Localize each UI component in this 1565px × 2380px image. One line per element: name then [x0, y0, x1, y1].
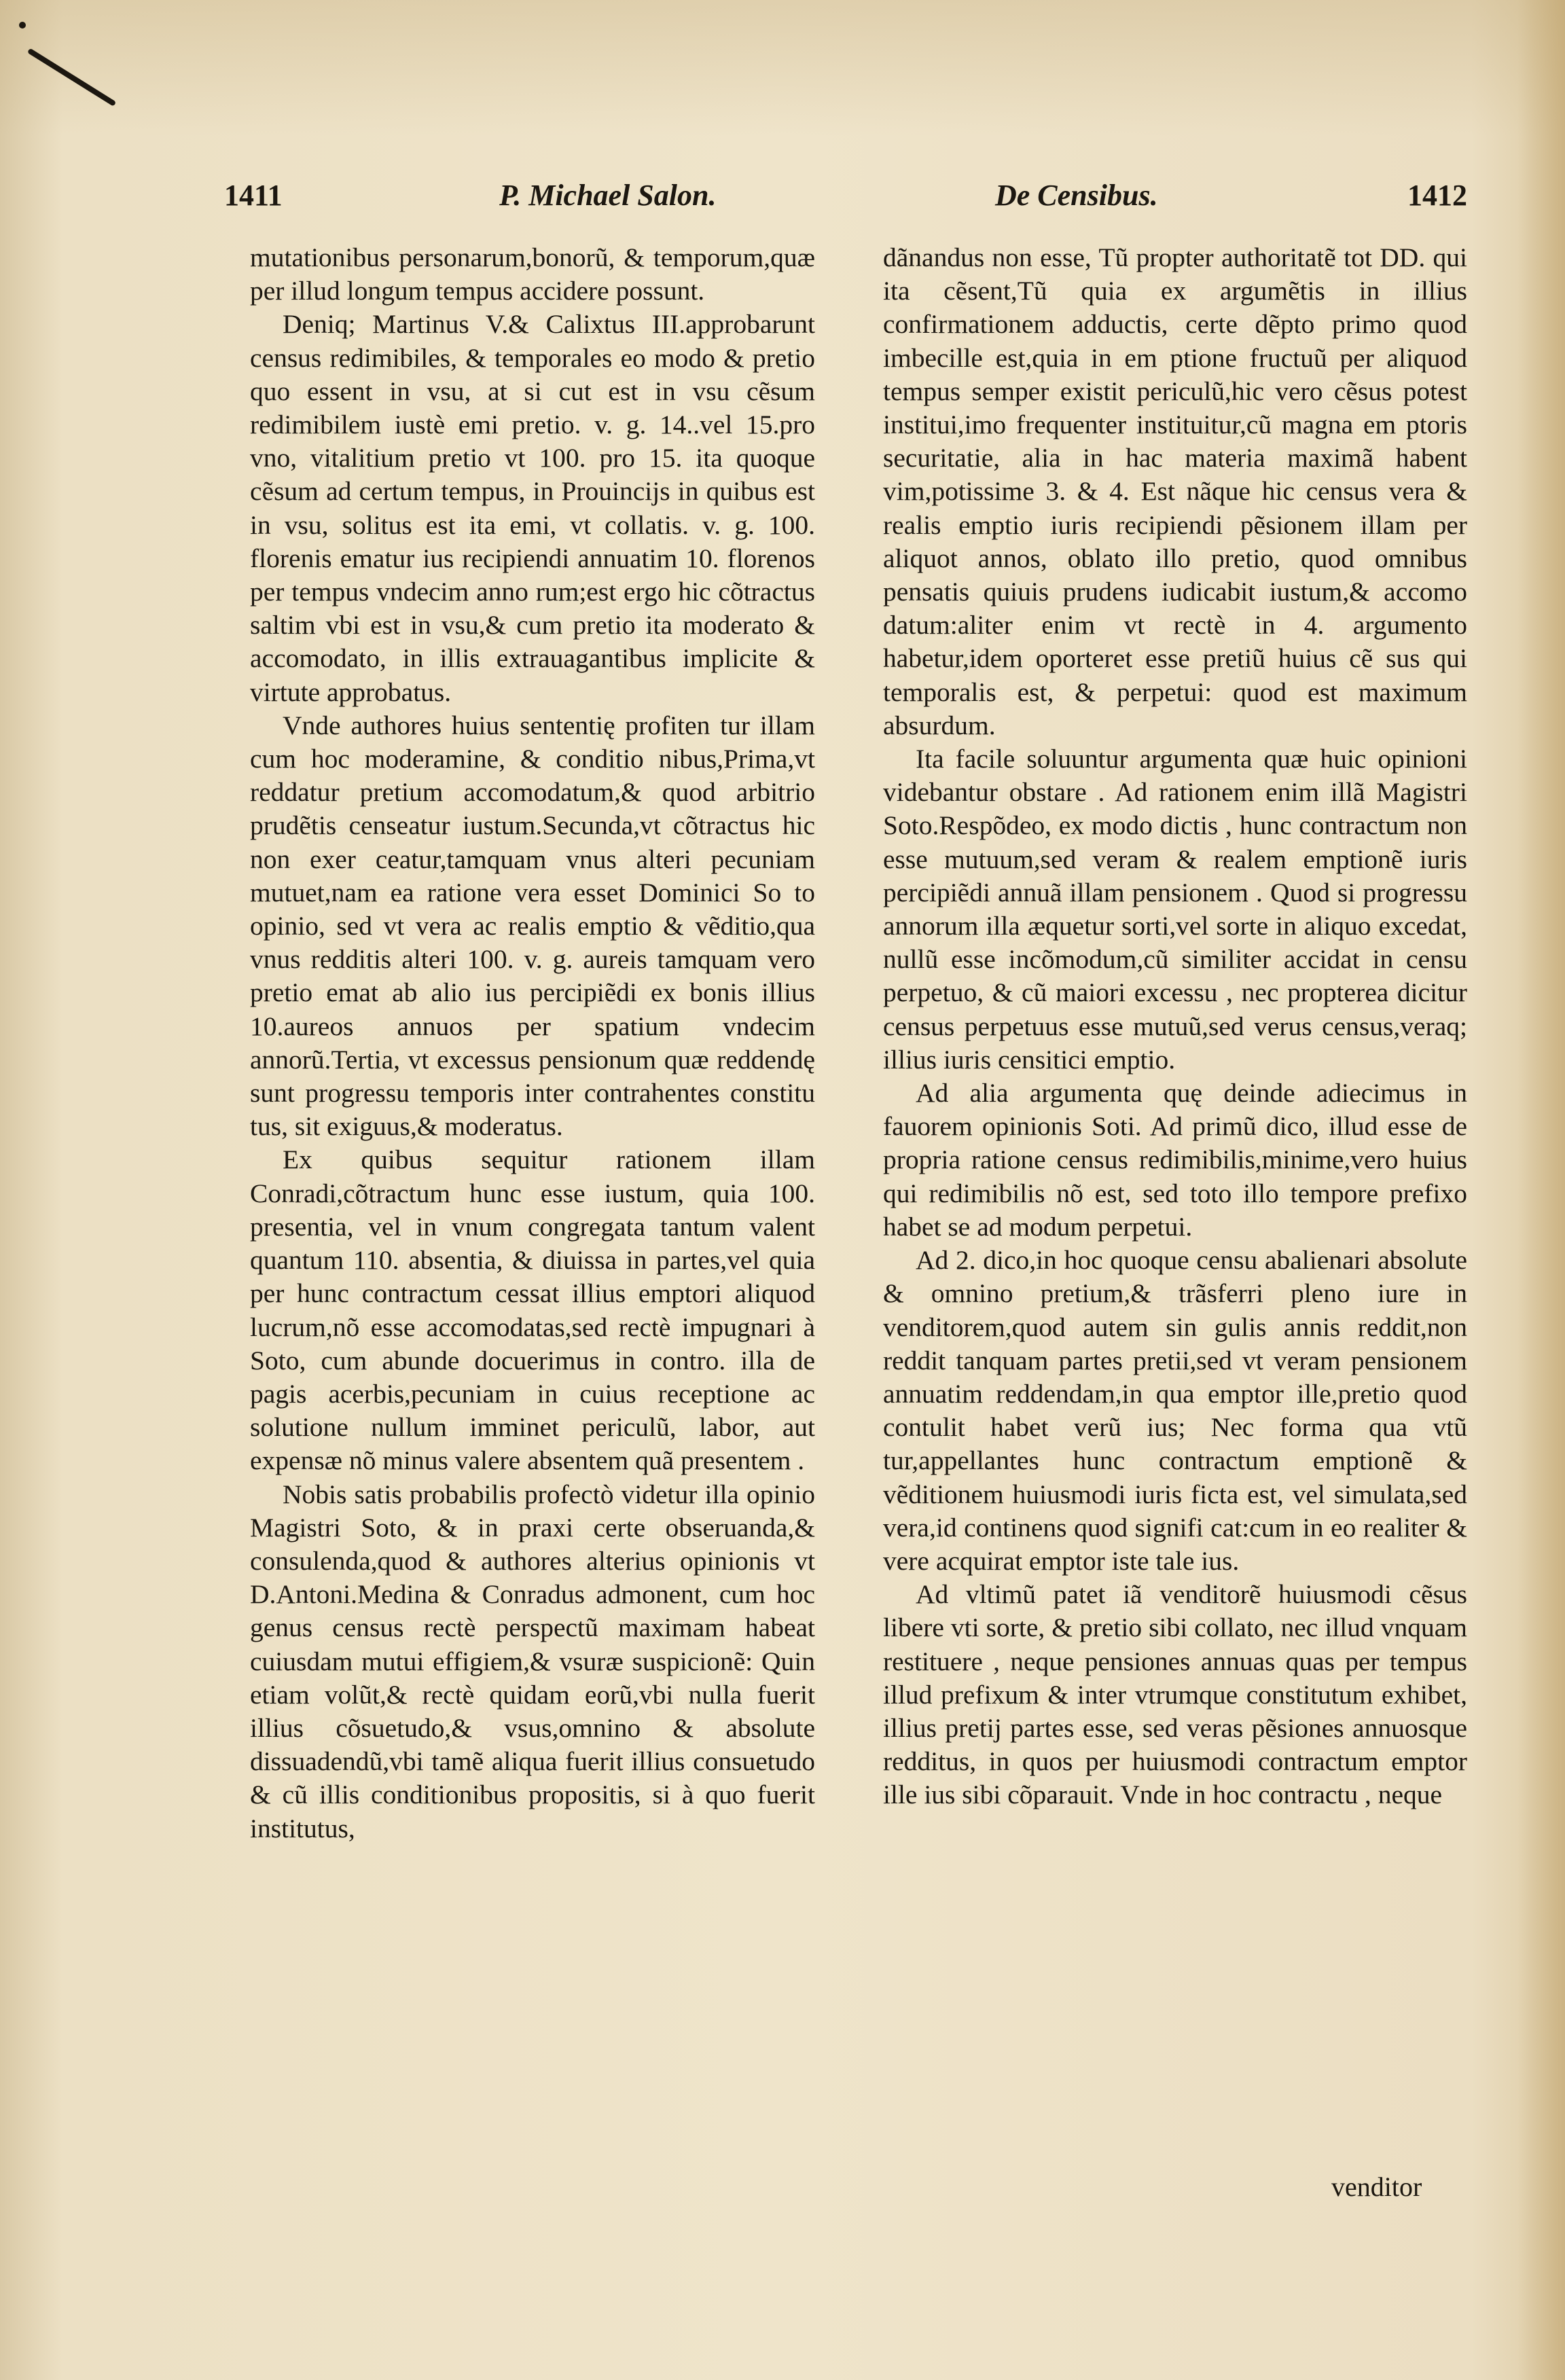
right-text-column	[883, 241, 1467, 1812]
folio-number-right: 1412	[1407, 179, 1467, 212]
catchword: venditor	[1331, 2171, 1422, 2202]
paragraph: mutationibus personarum,bonorũ, & temporum,quæ per illud longum tempus accidere possunt.	[250, 242, 815, 306]
paragraph: Ad alia argumenta quę deinde adiecimus in fauorem opinionis Soti. Ad primũ dico, illud esse de propria ratione census redimibilis,minime,vero huius qui redimibilis nõ est, sed toto illo tempore prefixo habet se ad modum perpetui.	[883, 1078, 1467, 1242]
paragraph: Ad vltimũ patet iã venditorẽ huiusmodi cẽsus libere vti sorte, & pretio sibi collato, nec illud vnquam restituere , neque pensiones annuas quas per tempus illud prefixum & inter vtrumque constitutum exhibet, illius pretij partes esse, sed veras pẽsiones annuosque redditus, in quos per huiusmodi contractum emptor ille ius sibi cõparauit. Vnde in hoc contractu , neque	[883, 1579, 1467, 1810]
paragraph: Deniq; Martinus V.& Calixtus III.approbarunt census redimibiles, & temporales eo modo & pretio quo essent in vsu, at si cut est in vsu cẽsum redimibilem iustè emi pretio. v. g. 14..vel 15.pro vno, vitalitium pretio vt 100. pro 15. ita quoque cẽsum ad certum tempus, in Prouincijs in quibus est in vsu, solitus est ita emi, vt collatis. v. g. 100. florenis ematur ius recipiendi annuatim 10. florenos per tempus vndecim anno rum;est ergo hic cõtractus saltim vbi est in vsu,& cum pretio ita moderato & accomodato, in illis extrauagantibus implicite & virtute approbatus.	[250, 309, 815, 707]
paragraph: Nobis satis probabilis profectò videtur illa opinio Magistri Soto, & in praxi certe obseruanda,& consulenda,quod & authores alterius opinionis vt D.Antoni.Medina & Conradus admonent, cum hoc genus census rectè perspectũ maximam habeat cuiusdam mutui effigiem,& vsuræ suspicionẽ: Quin etiam volũt,& rectè quidam eorũ,vbi nulla fuerit illius cõsuetudo,& vsus,omnino & absolute dissuadendũ,vbi tamẽ aliqua fuerit illius consuetudo & cũ illis conditionibus propositis, si à quo fuerit institutus,	[250, 1479, 815, 1843]
running-title-author: P. Michael Salon.	[499, 179, 717, 212]
left-text-column	[250, 241, 815, 1845]
ink-dot	[19, 22, 26, 29]
running-title-subject: De Censibus.	[995, 179, 1158, 212]
paragraph: Ita facile soluuntur argumenta quæ huic opinioni videbantur obstare . Ad rationem enim illã Magistri Soto.Respõdeo, ex modo dictis , hunc contractum non esse mutuum,sed veram & realem emptionẽ iuris percipiẽdi annuã illam pensionem . Quod si progressu annorum illa æquetur sorti,vel sorte in aliquo excedat, nullũ esse incõmodum,cũ similiter accidat in censu perpetuo, & cũ maiori excessu , nec propterea dicitur census perpetuus esse mutuũ,sed verus census,veraq; illius iuris censitici emptio.	[883, 744, 1467, 1075]
folio-number-left: 1411	[224, 179, 283, 212]
paragraph: Ad 2. dico,in hoc quoque censu abalienari absolute & omnino pretium,& trãsferri pleno iure in venditorem,quod autem sin gulis annis reddit,non reddit tanquam partes pretii,sed vt veram pensionem annuatim reddendam,in qua emptor ille,pretio quod contulit habet verũ ius; Nec forma qua vtũ tur,appellantes hunc contractum emptionẽ & vẽditionem huiusmodi iuris ficta est, vel simulata,sed vera,id continens quod signifi cat:cum in eo realiter & vere acquirat emptor iste tale ius.	[883, 1245, 1467, 1576]
paragraph: dãnandus non esse, Tũ propter authoritatẽ tot DD. qui ita cẽsent,Tũ quia ex argumẽtis in illius confirmationem adductis, certe dẽpto primo quod imbecille est,quia in em ptione fructuũ per aliquod tempus semper existit periculũ,hic vero cẽsus potest institui,imo frequenter instituitur,cũ magna em ptoris securitatie, alia in hac materia maximã habent vim,potissime 3. & 4. Est nãque hic census vera & realis emptio iuris recipiendi pẽsionem illam per aliquot annos, oblato illo pretio, quod omnibus pensatis quiuis prudens iudicabit iustum,& accomo datum:aliter enim vt rectè in 4. argumento habetur,idem oporteret esse pretiũ huius cẽ sus qui temporalis est, & perpetui: quod est maximum absurdum.	[883, 242, 1467, 740]
page-edge-shadow	[1517, 0, 1565, 2380]
paragraph: Vnde authores huius sententię profiten tur illam cum hoc moderamine, & conditio nibus,Prima,vt reddatur pretium accomodatum,& quod arbitrio prudẽtis censeatur iustum.Secunda,vt cõtractus hic non exer ceatur,tamquam vnus alteri pecuniam mutuet,nam ea ratione vera esset Dominici So to opinio, sed vt vera ac realis emptio & vẽditio,qua vnus redditis alteri 100. v. g. aureis tamquam vero pretio emat ab alio ius percipiẽdi ex bonis illius 10.aureos annuos per spatium vndecim annorũ.Tertia, vt excessus pensionum quæ reddendę sunt progressu temporis inter contrahentes constitu tus, sit exiguus,& moderatus.	[250, 710, 815, 1142]
page-header	[224, 178, 1467, 219]
paper-stain	[0, 0, 1565, 136]
paragraph: Ex quibus sequitur rationem illam Conradi,cõtractum hunc esse iustum, quia 100. presentia, vel in vnum congregata tantum valent quantum 110. absentia, & diuissa in partes,vel quia per hunc contractum cessat illius emptori aliquod lucrum,nõ esse accomodatas,sed rectè impugnari à Soto, cum abunde docuerimus in contro. illa de pagis acerbis,pecuniam in cuius receptione ac solutione nullum imminet periculũ, labor, aut expensæ nõ minus valere absentem quã presentem .	[250, 1144, 815, 1476]
